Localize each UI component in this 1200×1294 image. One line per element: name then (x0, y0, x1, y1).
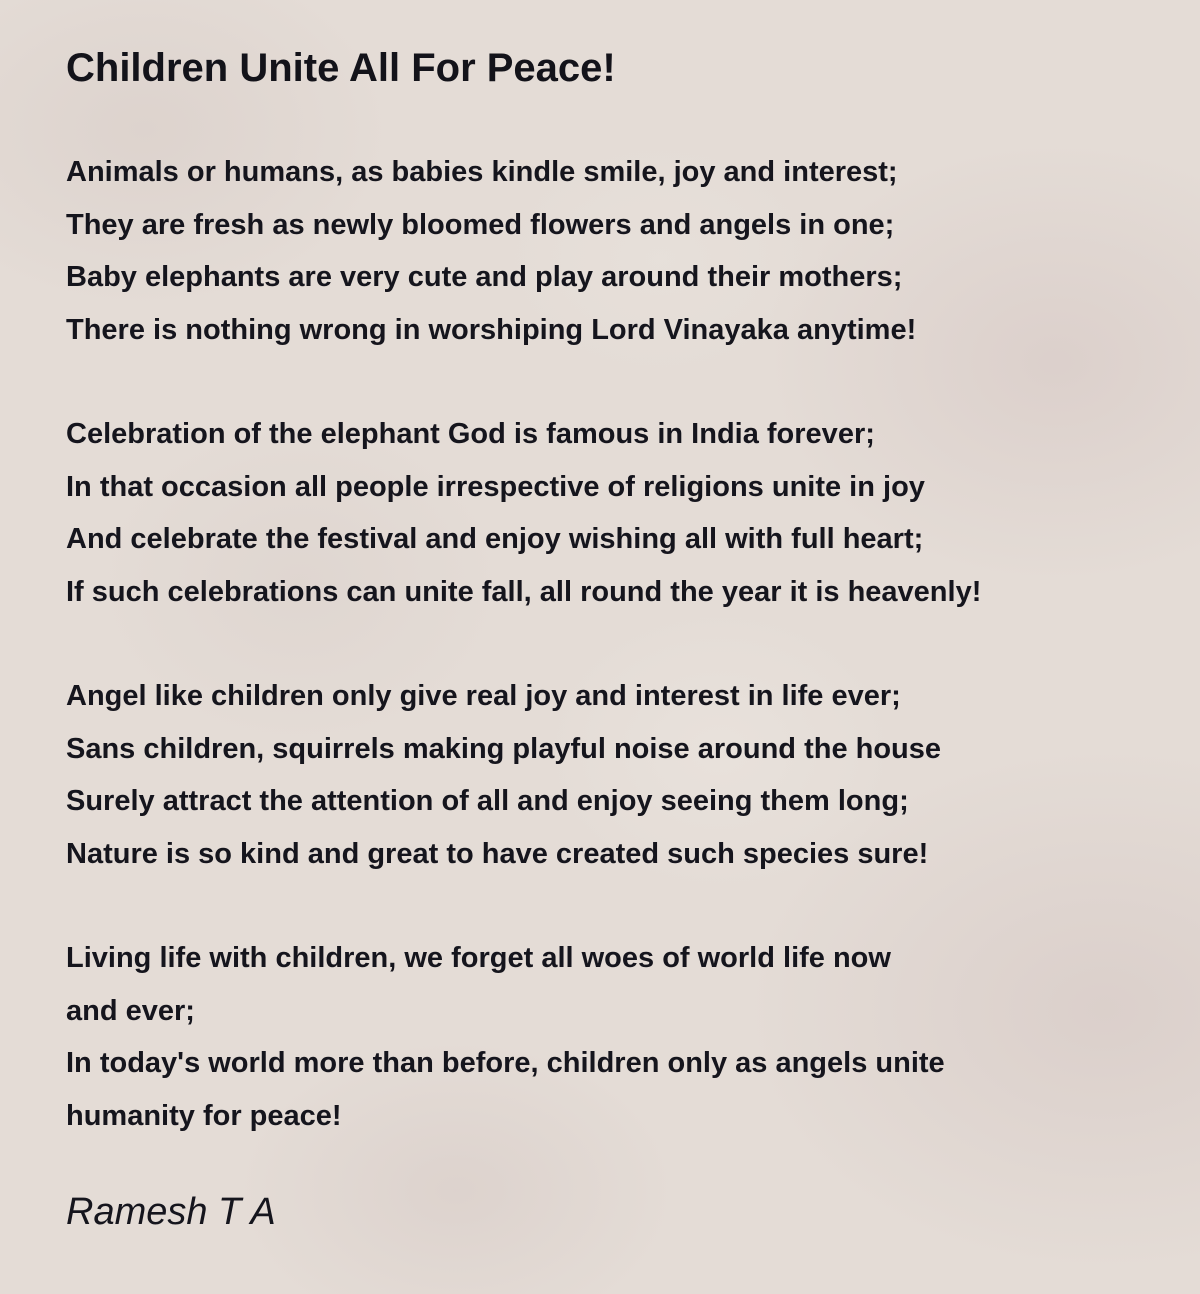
poem-line: If such celebrations can unite fall, all round the year it is heavenly! (66, 575, 982, 608)
poem-line: Animals or humans, as babies kindle smile, joy and interest; (66, 156, 898, 188)
poem-stanza (66, 670, 1140, 880)
poem-line: And celebrate the festival and enjoy wishing all with full heart; (66, 523, 924, 555)
poem-stanza (66, 932, 1140, 1142)
poem-line: In today's world more than before, children only as angels unite (66, 1047, 945, 1079)
poem-line: There is nothing wrong in worshiping Lord Vinayaka anytime! (66, 313, 917, 346)
poem-line: Surely attract the attention of all and enjoy seeing them long; (66, 785, 909, 817)
poem-stanza (66, 146, 1140, 356)
poem-line: In that occasion all people irrespective of religions unite in joy (66, 470, 925, 503)
poem-body (66, 146, 1140, 1142)
poem-line: humanity for peace! (66, 1099, 342, 1132)
poem-line: Nature is so kind and great to have created such species sure! (66, 837, 929, 870)
poem-line: Living life with children, we forget all woes of world life now (66, 942, 891, 974)
poem-author: Ramesh T A (66, 1191, 276, 1233)
poem-line: Angel like children only give real joy and interest in life ever; (66, 680, 901, 712)
poem-line: They are fresh as newly bloomed flowers and angels in one; (66, 208, 895, 241)
poem-line: Baby elephants are very cute and play around their mothers; (66, 261, 903, 293)
poem-line: and ever; (66, 994, 195, 1027)
poem-line: Sans children, squirrels making playful noise around the house (66, 732, 942, 765)
poem-line: Celebration of the elephant God is famous in India forever; (66, 418, 875, 450)
poem-stanza (66, 408, 1140, 618)
poem-title: Children Unite All For Peace! (66, 46, 616, 90)
